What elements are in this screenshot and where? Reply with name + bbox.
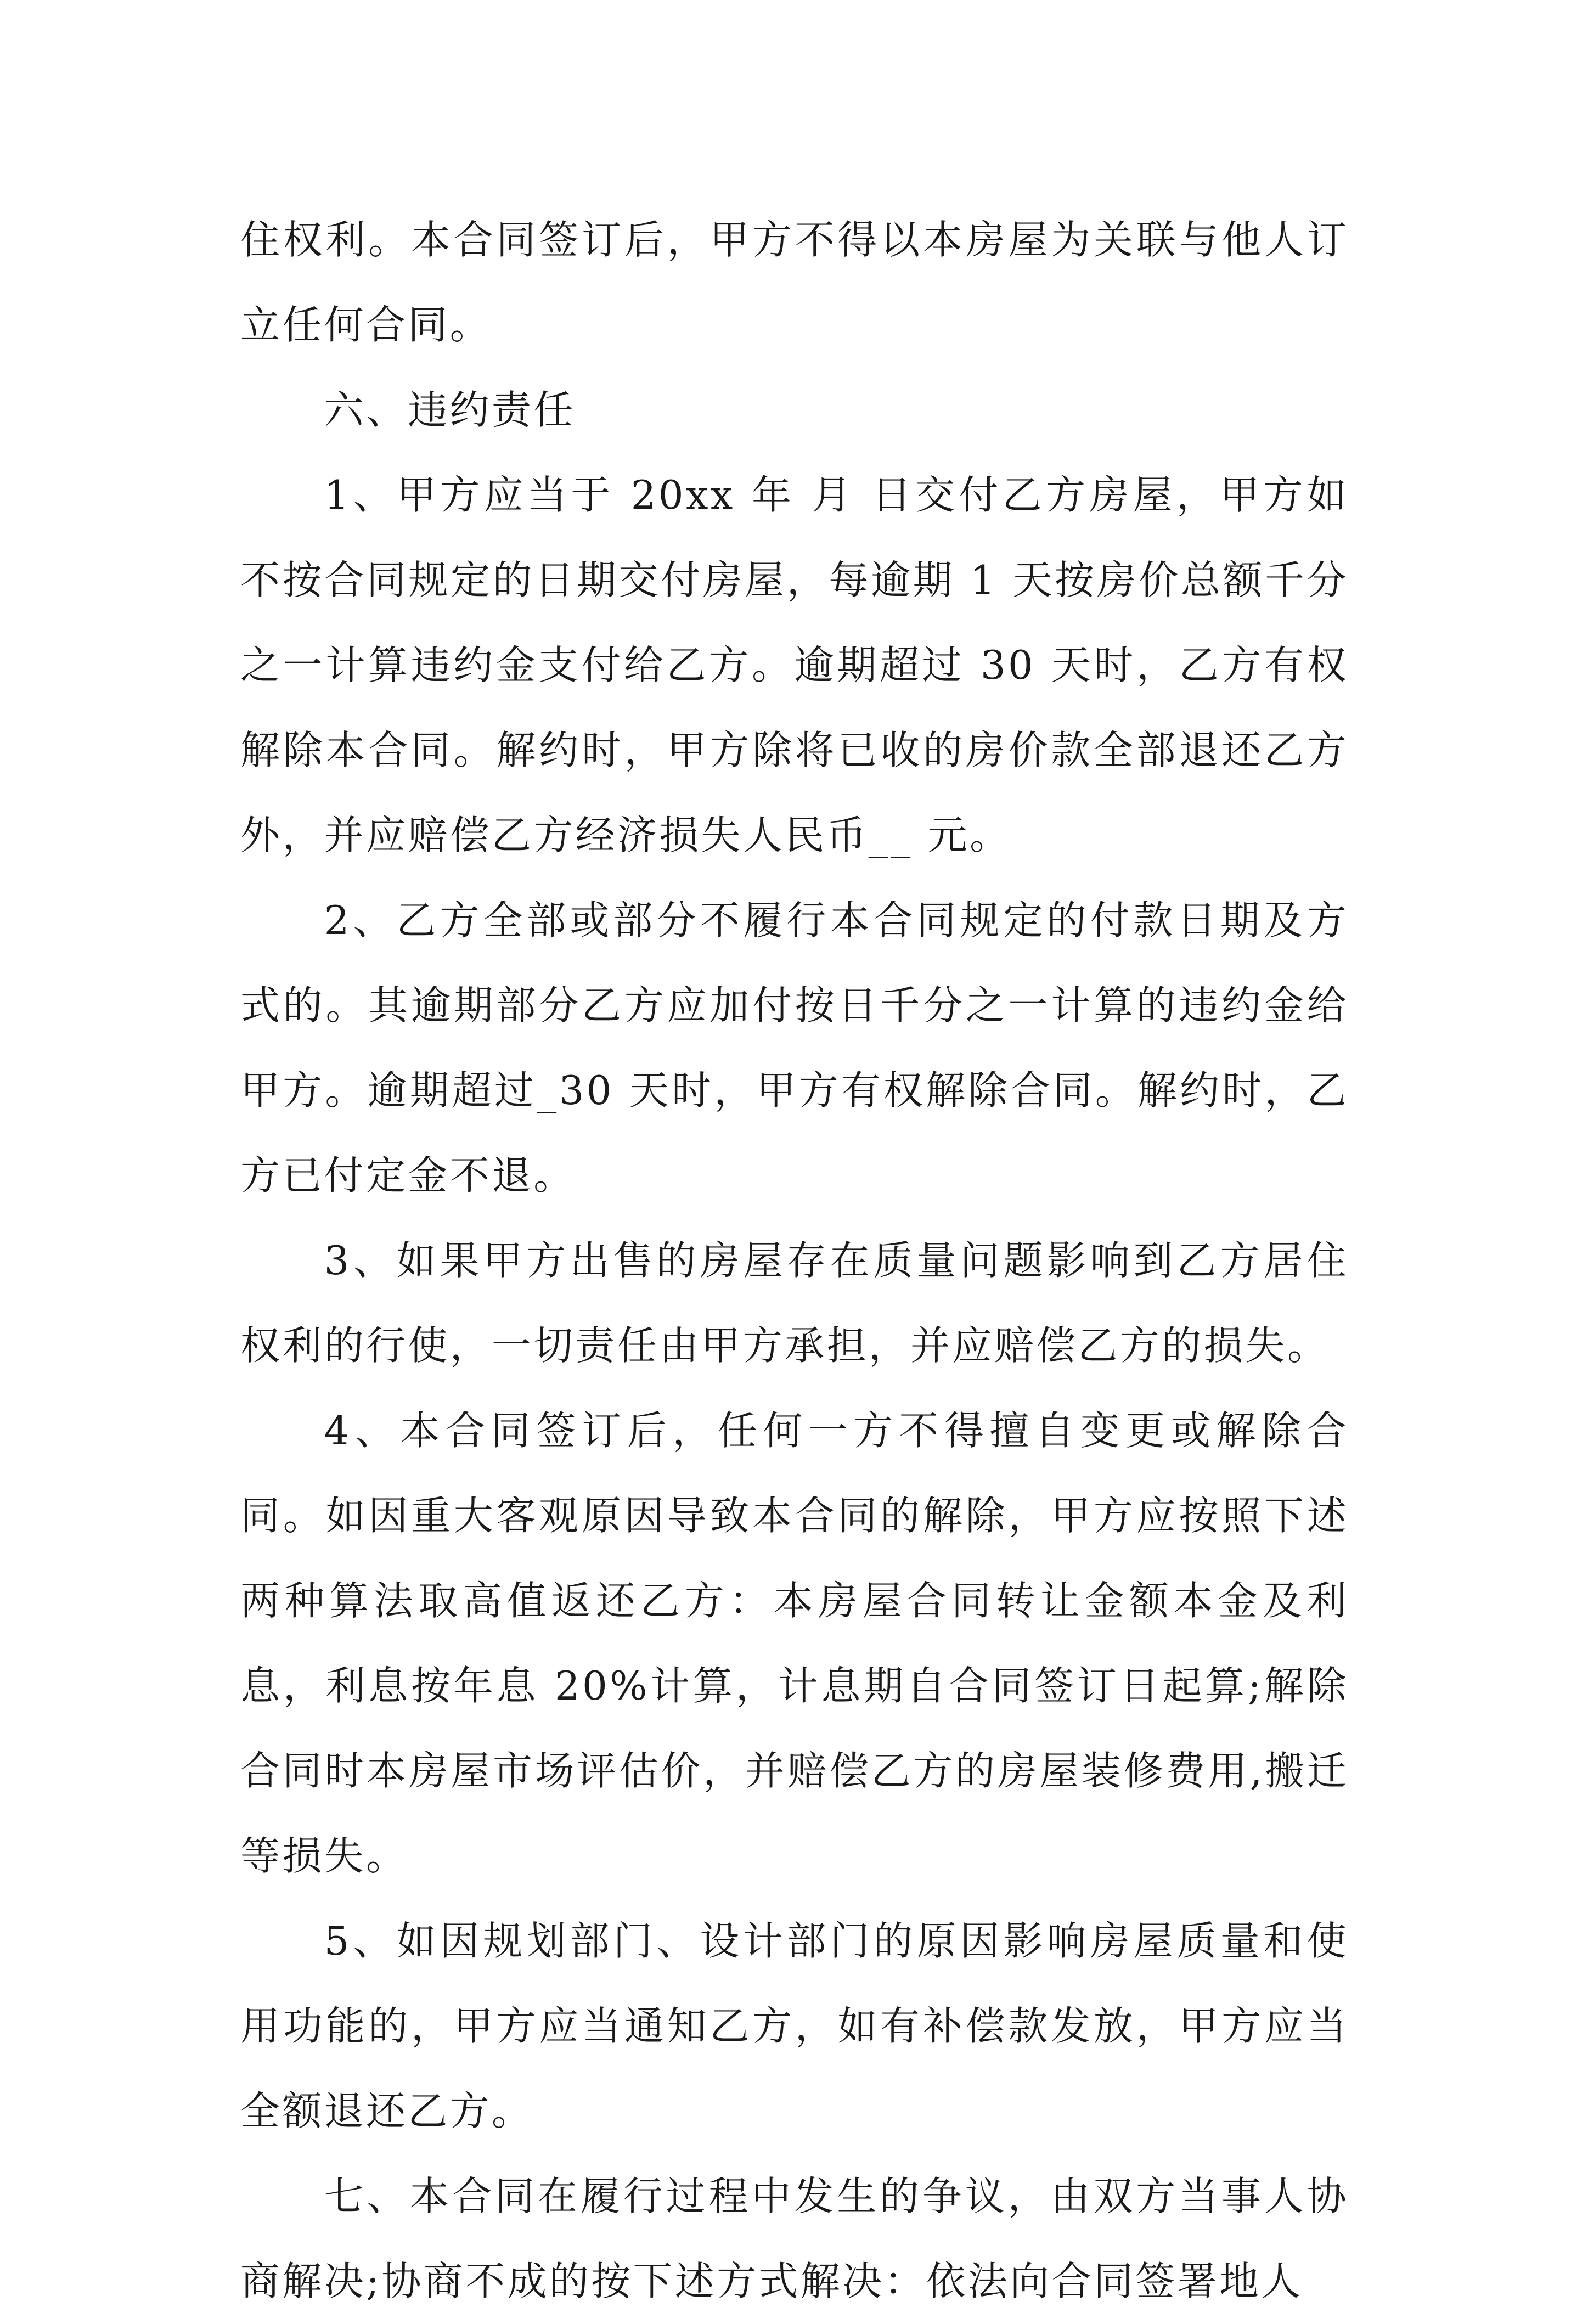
clause-3-quality-issues: 3、如果甲方出售的房屋存在质量问题影响到乙方居住权利的行使，一切责任由甲方承担，并应赔偿乙方的损失。 [240, 1237, 1349, 1369]
section-heading-breach-liability: 六、违约责任 [324, 387, 576, 433]
clause-1-delivery-delay: 1、甲方应当于 20xx 年 月 日交付乙方房屋，甲方如不按合同规定的日期交付房屋，每逾期 1 天按房价总额千分之一计算违约金支付给乙方。逾期超过 30 天时，乙方有权解除本合同。解约时，甲方除将已收的房价款全部退还乙方外，并应赔偿乙方经济损失人民币__ 元。 [240, 472, 1349, 858]
clause-2-payment-delay: 2、乙方全部或部分不履行本合同规定的付款日期及方式的。其逾期部分乙方应加付按日千分之一计算的违约金给甲方。逾期超过_30 天时，甲方有权解除合同。解约时，乙方已付定金不退。 [240, 897, 1349, 1198]
clause-5-planning-compensation: 5、如因规划部门、设计部门的原因影响房屋质量和使用功能的，甲方应当通知乙方，如有补偿款发放，甲方应当全额退还乙方。 [240, 1918, 1349, 2134]
clause-4-contract-termination: 4、本合同签订后，任何一方不得擅自变更或解除合同。如因重大客观原因导致本合同的解除，甲方应按照下述两种算法取高值返还乙方：本房屋合同转让金额本金及利息，利息按年息 20%计算，计息期自合同签订日起算;解除合同时本房屋市场评估价，并赔偿乙方的房屋装修费用,搬迁等损失。 [240, 1408, 1349, 1879]
document-body [240, 198, 1349, 2324]
section-seven-dispute-resolution: 七、本合同在履行过程中发生的争议，由双方当事人协商解决;协商不成的按下述方式解决：依法向合同签署地人 [240, 2173, 1349, 2304]
paragraph-continuation-residence-rights: 住权利。本合同签订后，甲方不得以本房屋为关联与他人订立任何合同。 [240, 217, 1349, 348]
